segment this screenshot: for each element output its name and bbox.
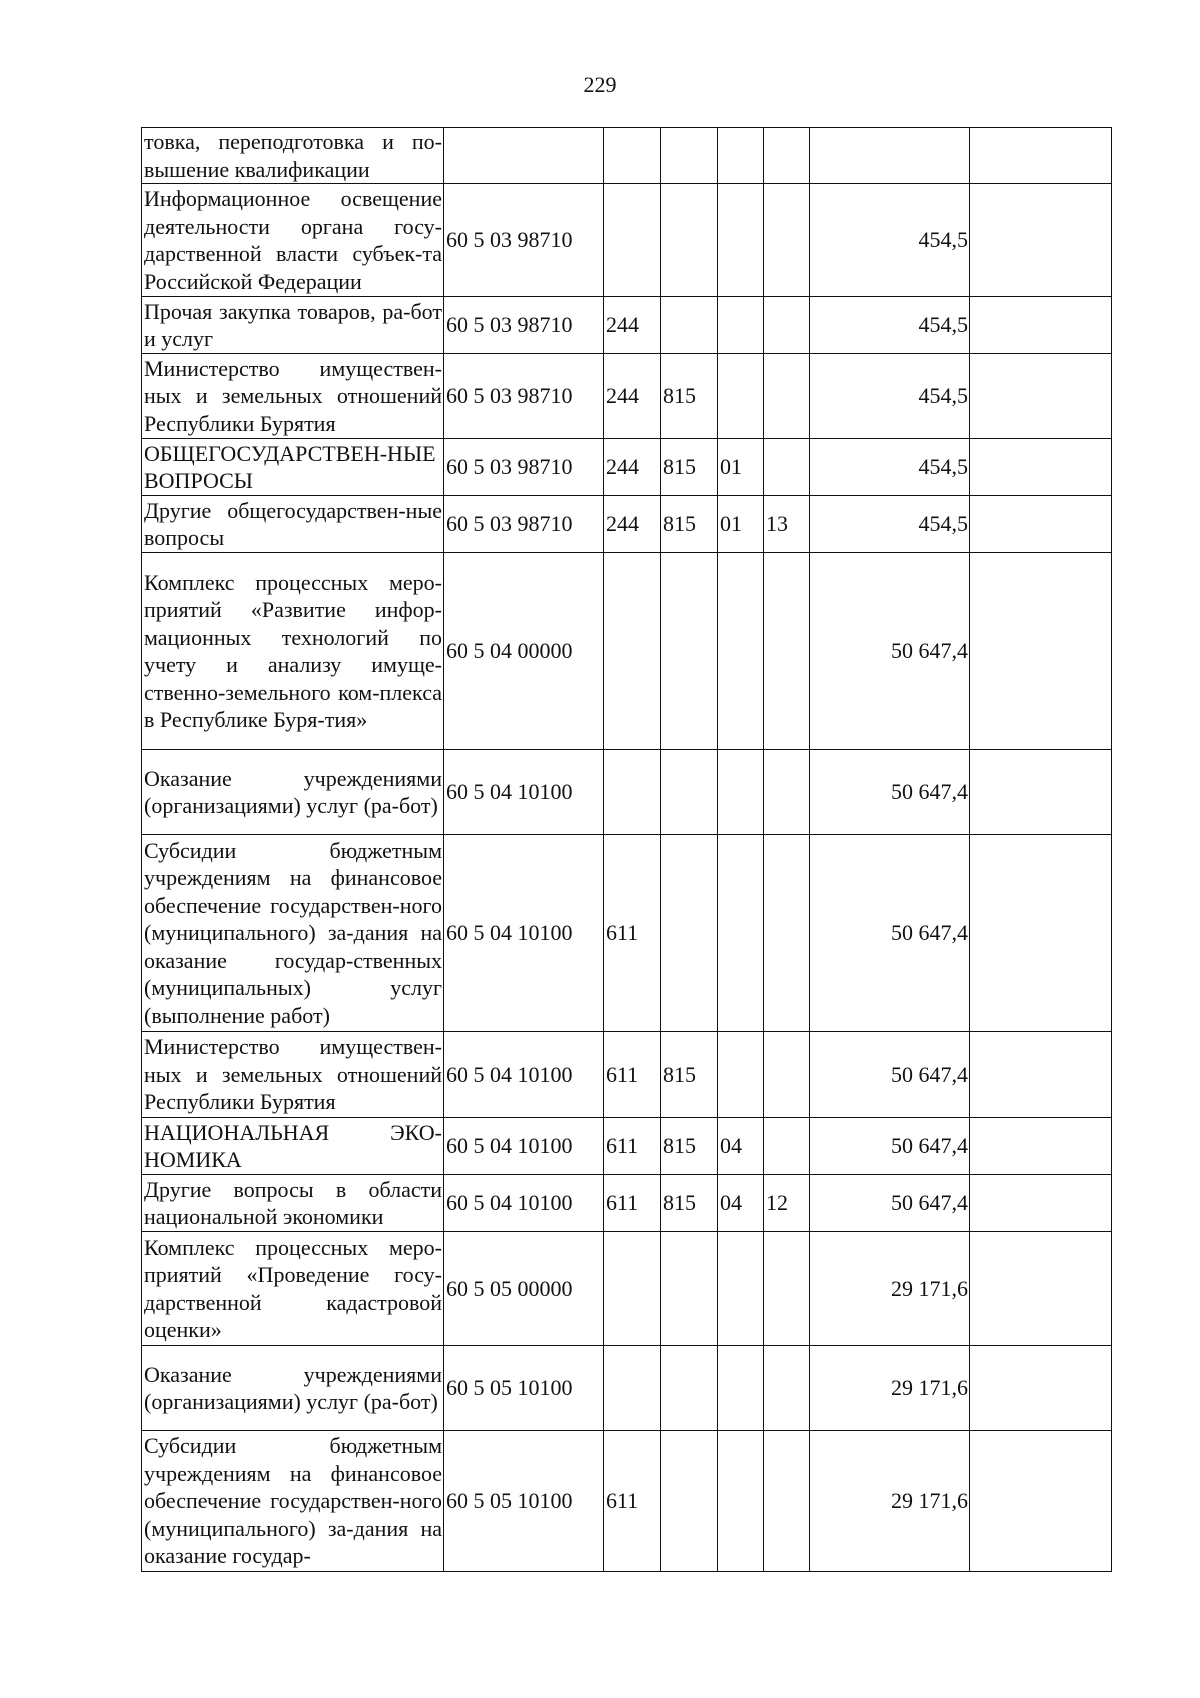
cell-sum: 454,5: [810, 496, 970, 553]
cell-rz: [718, 1346, 764, 1431]
table-row: [142, 750, 1112, 835]
table-row: [142, 354, 1112, 439]
cell-pr: [764, 1118, 810, 1175]
cell-gr: [661, 128, 718, 184]
cell-pr: [764, 1431, 810, 1572]
cell-extra: [970, 1346, 1112, 1431]
cell-sum: 50 647,4: [810, 553, 970, 750]
cell-name: Комплекс процессных меро-приятий «Развитие инфор-мационных технологий по учету и анализу имуще-ственно-земельного ком-плекса в Республике Буря-тия»: [142, 553, 444, 750]
cell-pr: [764, 184, 810, 297]
cell-extra: [970, 128, 1112, 184]
cell-code: 60 5 04 10100: [444, 1118, 604, 1175]
cell-name: Информационное освещение деятельности органа госу-дарственной власти субъек-та Российской Федерации: [142, 184, 444, 297]
cell-pr: [764, 1346, 810, 1431]
cell-extra: [970, 750, 1112, 835]
cell-rz: [718, 750, 764, 835]
table-row: [142, 835, 1112, 1032]
cell-vr: [604, 128, 661, 184]
table-row: [142, 184, 1112, 297]
table-row: [142, 553, 1112, 750]
cell-extra: [970, 184, 1112, 297]
cell-sum: 29 171,6: [810, 1232, 970, 1346]
cell-extra: [970, 835, 1112, 1032]
cell-pr: [764, 750, 810, 835]
cell-sum: [810, 128, 970, 184]
cell-name: товка, переподготовка и по-вышение квалификации: [142, 128, 444, 184]
cell-sum: 29 171,6: [810, 1346, 970, 1431]
cell-vr: 611: [604, 835, 661, 1032]
cell-vr: 611: [604, 1175, 661, 1232]
table-row: [142, 439, 1112, 496]
cell-sum: 50 647,4: [810, 835, 970, 1032]
table-row: [142, 1175, 1112, 1232]
cell-rz: [718, 553, 764, 750]
cell-vr: 611: [604, 1431, 661, 1572]
cell-gr: 815: [661, 439, 718, 496]
cell-pr: [764, 439, 810, 496]
cell-sum: 454,5: [810, 439, 970, 496]
cell-name: Министерство имуществен-ных и земельных отношений Республики Бурятия: [142, 1032, 444, 1118]
cell-vr: 244: [604, 439, 661, 496]
cell-extra: [970, 297, 1112, 354]
cell-rz: [718, 128, 764, 184]
cell-name: Комплекс процессных меро-приятий «Проведение госу-дарственной кадастровой оценки»: [142, 1232, 444, 1346]
cell-pr: [764, 1232, 810, 1346]
table-row: [142, 1346, 1112, 1431]
cell-code: [444, 128, 604, 184]
cell-code: 60 5 03 98710: [444, 354, 604, 439]
cell-pr: [764, 128, 810, 184]
cell-sum: 50 647,4: [810, 1118, 970, 1175]
cell-rz: 04: [718, 1118, 764, 1175]
cell-extra: [970, 1175, 1112, 1232]
cell-vr: [604, 1232, 661, 1346]
cell-vr: [604, 184, 661, 297]
cell-gr: [661, 1232, 718, 1346]
cell-code: 60 5 05 10100: [444, 1346, 604, 1431]
cell-extra: [970, 439, 1112, 496]
cell-vr: 244: [604, 496, 661, 553]
cell-vr: 244: [604, 297, 661, 354]
cell-name: Прочая закупка товаров, ра-бот и услуг: [142, 297, 444, 354]
cell-name: Оказание учреждениями (организациями) услуг (ра-бот): [142, 1346, 444, 1431]
cell-vr: [604, 1346, 661, 1431]
cell-name: Министерство имуществен-ных и земельных отношений Республики Бурятия: [142, 354, 444, 439]
cell-pr: [764, 553, 810, 750]
cell-vr: 611: [604, 1032, 661, 1118]
cell-name: Субсидии бюджетным учреждениям на финансовое обеспечение государствен-ного (муниципального) за-дания на оказание государ-ственных (муниципальных) услуг (выполнение работ): [142, 835, 444, 1032]
table-row: [142, 1032, 1112, 1118]
cell-extra: [970, 1431, 1112, 1572]
cell-sum: 454,5: [810, 297, 970, 354]
cell-extra: [970, 553, 1112, 750]
cell-extra: [970, 496, 1112, 553]
cell-rz: [718, 1431, 764, 1572]
cell-code: 60 5 03 98710: [444, 297, 604, 354]
cell-pr: [764, 1032, 810, 1118]
cell-rz: [718, 835, 764, 1032]
table-row: [142, 128, 1112, 184]
cell-sum: 50 647,4: [810, 1175, 970, 1232]
cell-sum: 29 171,6: [810, 1431, 970, 1572]
cell-code: 60 5 05 00000: [444, 1232, 604, 1346]
cell-gr: [661, 297, 718, 354]
cell-name: Оказание учреждениями (организациями) услуг (ра-бот): [142, 750, 444, 835]
cell-name: НАЦИОНАЛЬНАЯ ЭКО-НОМИКА: [142, 1118, 444, 1175]
cell-vr: [604, 553, 661, 750]
cell-pr: 13: [764, 496, 810, 553]
cell-pr: [764, 835, 810, 1032]
cell-vr: 611: [604, 1118, 661, 1175]
cell-code: 60 5 03 98710: [444, 439, 604, 496]
cell-sum: 454,5: [810, 184, 970, 297]
cell-name: Другие вопросы в области национальной экономики: [142, 1175, 444, 1232]
cell-sum: 50 647,4: [810, 1032, 970, 1118]
cell-gr: [661, 553, 718, 750]
cell-pr: 12: [764, 1175, 810, 1232]
cell-rz: 01: [718, 496, 764, 553]
cell-rz: [718, 184, 764, 297]
cell-name: ОБЩЕГОСУДАРСТВЕН-НЫЕ ВОПРОСЫ: [142, 439, 444, 496]
cell-gr: 815: [661, 1175, 718, 1232]
cell-code: 60 5 04 10100: [444, 1175, 604, 1232]
cell-extra: [970, 1118, 1112, 1175]
cell-gr: 815: [661, 1032, 718, 1118]
budget-table: [141, 127, 1112, 1572]
cell-gr: 815: [661, 1118, 718, 1175]
cell-rz: [718, 297, 764, 354]
cell-pr: [764, 297, 810, 354]
cell-code: 60 5 03 98710: [444, 496, 604, 553]
cell-gr: [661, 1346, 718, 1431]
cell-gr: [661, 750, 718, 835]
cell-code: 60 5 03 98710: [444, 184, 604, 297]
page-number: 229: [583, 72, 617, 97]
cell-rz: [718, 354, 764, 439]
cell-sum: 50 647,4: [810, 750, 970, 835]
cell-name: Другие общегосударствен-ные вопросы: [142, 496, 444, 553]
cell-rz: [718, 1232, 764, 1346]
table-row: [142, 1431, 1112, 1572]
cell-extra: [970, 1032, 1112, 1118]
cell-rz: 01: [718, 439, 764, 496]
cell-gr: [661, 835, 718, 1032]
cell-rz: 04: [718, 1175, 764, 1232]
cell-rz: [718, 1032, 764, 1118]
table-body: [142, 128, 1112, 1572]
table-row: [142, 496, 1112, 553]
cell-extra: [970, 1232, 1112, 1346]
cell-vr: [604, 750, 661, 835]
cell-gr: 815: [661, 354, 718, 439]
cell-gr: [661, 184, 718, 297]
table-row: [142, 1118, 1112, 1175]
cell-code: 60 5 04 00000: [444, 553, 604, 750]
cell-gr: 815: [661, 496, 718, 553]
table-row: [142, 1232, 1112, 1346]
cell-code: 60 5 05 10100: [444, 1431, 604, 1572]
cell-code: 60 5 04 10100: [444, 750, 604, 835]
cell-sum: 454,5: [810, 354, 970, 439]
cell-code: 60 5 04 10100: [444, 1032, 604, 1118]
table-row: [142, 297, 1112, 354]
cell-name: Субсидии бюджетным учреждениям на финансовое обеспечение государствен-ного (муниципального) за-дания на оказание государ-: [142, 1431, 444, 1572]
cell-pr: [764, 354, 810, 439]
cell-code: 60 5 04 10100: [444, 835, 604, 1032]
cell-extra: [970, 354, 1112, 439]
cell-vr: 244: [604, 354, 661, 439]
cell-gr: [661, 1431, 718, 1572]
